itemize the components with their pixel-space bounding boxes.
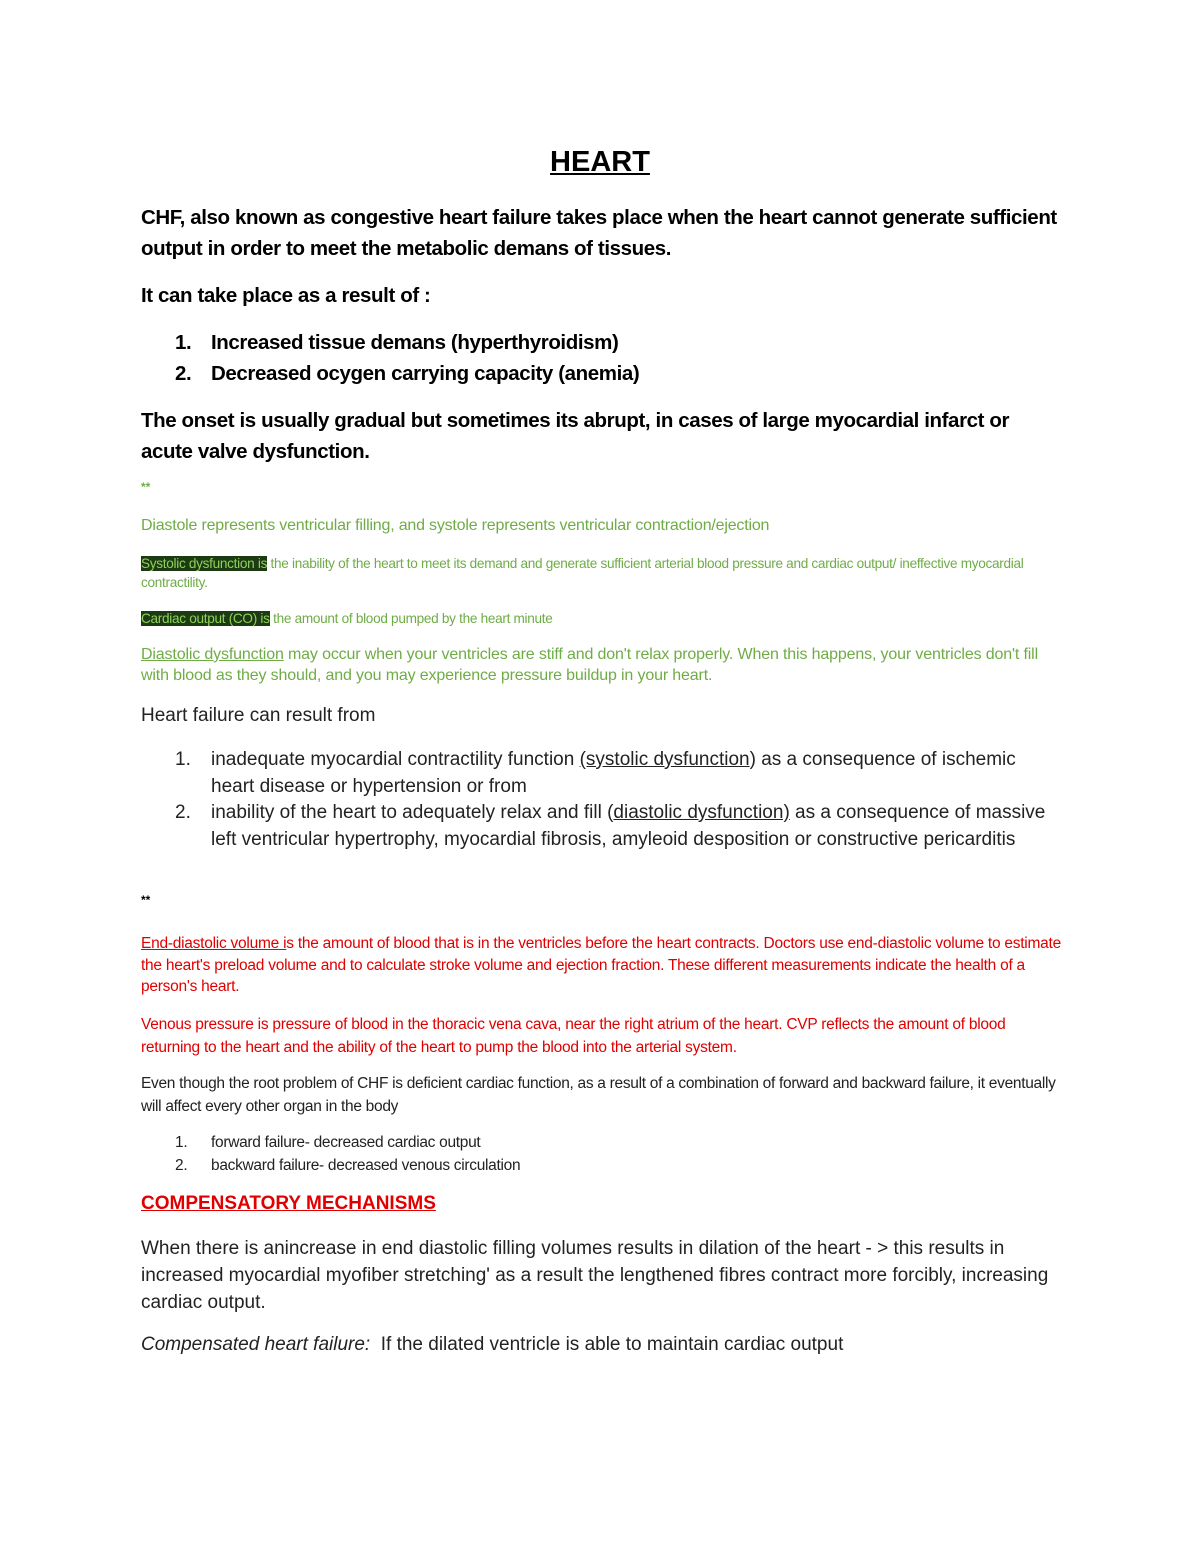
compensatory-paragraph: When there is anincrease in end diastolic filling volumes results in dilation of the heart - > this results in increased myocardial myofiber stretching' as a result the lengthened fibres contract more forcibly, increasing cardiac output. bbox=[141, 1238, 1049, 1313]
list-text: Decreased ocygen carrying capacity (anemia) bbox=[211, 362, 640, 385]
list-item bbox=[141, 1132, 1061, 1155]
list-text: Increased tissue demans (hyperthyroidism) bbox=[211, 331, 619, 354]
list-number: 2. bbox=[175, 1156, 188, 1174]
list-item bbox=[141, 358, 1061, 389]
hf-result-list bbox=[141, 747, 1061, 853]
intro-paragraph: CHF, also known as congestive heart failure takes place when the heart cannot generate sufficient output in order to meet the metabolic demans of tissues. bbox=[141, 206, 1057, 260]
causes-intro: It can take place as a result of : bbox=[141, 284, 431, 307]
page-title: HEART bbox=[550, 146, 650, 178]
list-item bbox=[141, 1155, 1061, 1178]
diastole-note: Diastole represents ventricular filling, and systole represents ventricular contraction/ejection bbox=[141, 517, 770, 534]
list-item bbox=[141, 800, 1061, 853]
diastolic-note bbox=[141, 644, 1061, 686]
underlined-term: Diastolic dysfunction bbox=[141, 646, 284, 663]
separator-stars: ** bbox=[141, 480, 151, 494]
list-text: as a consequence of massive left ventricular hypertrophy, myocardial fibrosis, amyleoid desposition or constructive pericarditis bbox=[211, 802, 1046, 850]
failure-paragraph: Even though the root problem of CHF is deficient cardiac function, as a result of a combination of forward and backward failure, it eventually will affect every other organ in the body bbox=[141, 1075, 1056, 1115]
underlined-term: End-diastolic volume i bbox=[141, 935, 287, 952]
causes-list bbox=[141, 327, 1061, 389]
list-number: 1. bbox=[175, 749, 191, 770]
cardiac-output-note bbox=[141, 609, 1061, 628]
definition-text: may occur when your ventricles are stiff and don't relax properly. When this happens, your ventricles don't fill with blood as they should, and you may experience pressure buildup in your heart. bbox=[141, 646, 1038, 684]
list-number: 1. bbox=[175, 331, 192, 354]
list-text: backward failure- decreased venous circulation bbox=[211, 1156, 521, 1174]
underlined-term: (systolic dysfunction bbox=[579, 749, 750, 770]
definition-text: If the dilated ventricle is able to maintain cardiac output bbox=[370, 1334, 844, 1355]
list-text: ) as a consequence of ischemic heart disease or hypertension or from bbox=[211, 749, 1016, 797]
list-number: 2. bbox=[175, 802, 191, 823]
venous-pressure-note: Venous pressure is pressure of blood in the thoracic vena cava, near the right atrium of the heart. CVP reflects the amount of blood returning to the heart and the ability of the heart to pump the blood into the arterial system. bbox=[141, 1016, 1006, 1056]
highlighted-term: Cardiac output (CO) is bbox=[141, 611, 270, 626]
highlighted-term: Systolic dysfunction is bbox=[141, 556, 268, 571]
italic-term: Compensated heart failure: bbox=[141, 1334, 371, 1355]
edv-note bbox=[141, 933, 1061, 998]
onset-paragraph: The onset is usually gradual but sometimes its abrupt, in cases of large myocardial infarct or acute valve dysfunction. bbox=[141, 409, 1010, 463]
hf-result-intro: Heart failure can result from bbox=[141, 705, 376, 726]
list-item bbox=[141, 747, 1061, 800]
systolic-note bbox=[141, 554, 1061, 592]
definition-text: the inability of the heart to meet its demand and generate sufficient arterial blood pressure and cardiac output/ ineffective myocardial contractility. bbox=[141, 556, 1024, 590]
failure-list bbox=[141, 1132, 1061, 1177]
section-heading: COMPENSATORY MECHANISMS bbox=[141, 1193, 436, 1214]
list-text: forward failure- decreased cardiac output bbox=[211, 1134, 481, 1151]
compensated-hf-paragraph bbox=[141, 1331, 1061, 1358]
list-number: 1. bbox=[175, 1134, 188, 1151]
list-text: inadequate myocardial contractility function bbox=[211, 749, 580, 770]
definition-text: the amount of blood pumped by the heart minute bbox=[269, 611, 553, 626]
separator-stars: ** bbox=[141, 893, 151, 907]
underlined-term: diastolic dysfunction) bbox=[613, 802, 790, 823]
list-item bbox=[141, 327, 1061, 358]
definition-text: s the amount of blood that is in the ventricles before the heart contracts. Doctors use end-diastolic volume to estimate the heart's preload volume and to calculate stroke volume and ejection fraction. These different measurements indicate the health of a person's heart. bbox=[141, 935, 1061, 995]
list-text: inability of the heart to adequately relax and fill ( bbox=[211, 802, 614, 823]
list-number: 2. bbox=[175, 362, 192, 385]
